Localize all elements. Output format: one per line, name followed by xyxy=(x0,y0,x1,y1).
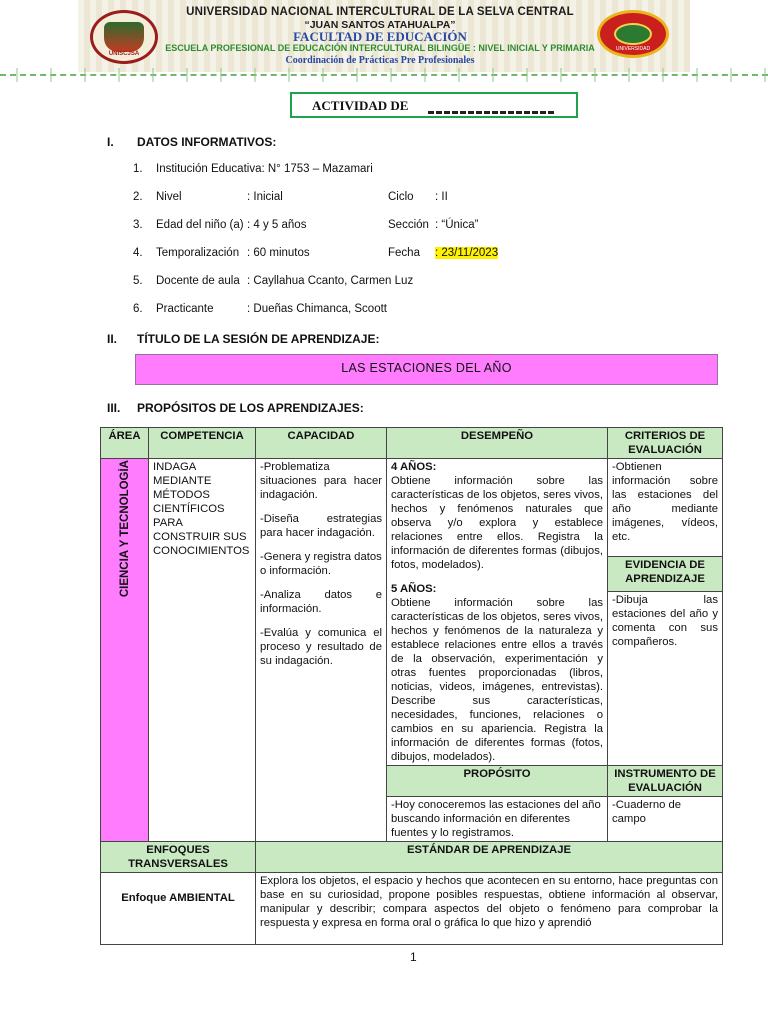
info-number: 2. xyxy=(133,191,143,203)
section-number: III. xyxy=(107,401,121,415)
evidencia-text: -Dibuja las estaciones del año y comenta con sus compañeros. xyxy=(612,594,718,649)
instrumento-cell xyxy=(608,797,723,842)
header-divider xyxy=(0,74,768,76)
university-logo-left xyxy=(90,10,158,64)
enfoque-cell xyxy=(101,873,256,945)
estandar-text: Explora los objetos, el espacio y hechos que acontecen en su entorno, hace preguntas con base en su curiosidad, propone posibles respuestas, obtiene información al observar, manipular y describir; compara aspectos del objeto o fenómeno para comprobar la respuesta y expresa en forma oral o gráfica lo que hizo y aprendió xyxy=(260,875,718,929)
faculty-logo-right xyxy=(597,10,669,58)
desempeno-cell xyxy=(387,459,608,766)
header-criterios: CRITERIOS DE EVALUACIÓN xyxy=(608,428,723,459)
capacidad-2: -Diseña estrategias para hacer indagación. xyxy=(260,513,382,539)
capacidad-5: -Evalúa y comunica el proceso y resultado de su indagación. xyxy=(260,627,382,667)
proposito-cell xyxy=(387,797,608,842)
desempeno-5-text: Obtiene información sobre las características de los objetos, seres vivos, hechos y fenómenos de la naturaleza y establece relaciones entre ellos a través de la observación, experimentación y otras fuentes proporcionadas (libros, noticias, videos, imágenes, entrevistas). Describe sus características, necesidades, funciones, relaciones o cambios en su apariencia. Registra la información de diferentes formas (fotos, dibujos, modelados). xyxy=(391,597,603,763)
logo-left-label: UNISCJSA xyxy=(108,51,140,57)
info-label-2: Fecha xyxy=(388,247,420,259)
competencia-cell xyxy=(149,459,256,842)
area-label: CIENCIA Y TECNOLOGÍA xyxy=(118,460,131,598)
info-label: Nivel xyxy=(156,191,182,203)
header-desempeno: DESEMPEÑO xyxy=(387,428,608,459)
faculty-title: FACULTAD DE EDUCACIÓN xyxy=(293,29,467,44)
header-competencia: COMPETENCIA xyxy=(149,428,256,459)
enfoque-text: Enfoque AMBIENTAL xyxy=(121,892,235,904)
info-value: : Cayllahua Ccanto, Carmen Luz xyxy=(247,275,414,287)
activity-title-box xyxy=(290,92,578,118)
info-label: Institución Educativa: N° 1753 – Mazamari xyxy=(156,163,373,175)
info-number: 1. xyxy=(133,163,143,175)
info-number: 4. xyxy=(133,247,143,259)
page-number: 1 xyxy=(410,950,417,964)
instrumento-text: -Cuaderno de campo xyxy=(612,799,682,825)
activity-title: ACTIVIDAD DE xyxy=(312,98,409,113)
info-label-2: Sección xyxy=(388,219,429,231)
capacidad-3: -Genera y registra datos o información. xyxy=(260,551,382,577)
activity-title-redacted xyxy=(428,111,554,114)
capacidad-1: -Problematiza situaciones para hacer indagación. xyxy=(260,461,382,501)
header-instrumento: INSTRUMENTO DE EVALUACIÓN xyxy=(608,766,723,797)
learning-purposes-table xyxy=(100,427,723,945)
info-label: Practicante xyxy=(156,303,214,315)
info-value-2: : “Única” xyxy=(435,219,479,231)
session-title-box xyxy=(135,354,718,385)
info-number: 3. xyxy=(133,219,143,231)
school-title: ESCUELA PROFESIONAL DE EDUCACIÓN INTERCULTURAL BILINGÜE : NIVEL INICIAL Y PRIMARIA xyxy=(165,43,595,53)
section-number: II. xyxy=(107,332,118,346)
header-estandar: ESTÁNDAR DE APRENDIZAJE xyxy=(256,842,723,873)
info-number: 6. xyxy=(133,303,143,315)
header-enfoques: ENFOQUES TRANSVERSALES xyxy=(101,842,256,873)
capacidad-4: -Analiza datos e información. xyxy=(260,589,382,615)
info-label: Docente de aula xyxy=(156,275,240,287)
info-number: 5. xyxy=(133,275,143,287)
coordination-title: Coordinación de Prácticas Pre Profesionales xyxy=(285,55,475,66)
header-evidencia: EVIDENCIA DE APRENDIZAJE xyxy=(608,557,723,592)
info-value: : 4 y 5 años xyxy=(247,219,307,231)
desempeno-4-label: 4 AÑOS: xyxy=(391,461,437,473)
document-header xyxy=(0,0,768,80)
info-label: Edad del niño (a) xyxy=(156,219,244,231)
session-title: LAS ESTACIONES DEL AÑO xyxy=(341,361,512,375)
header-area: ÁREA xyxy=(101,428,149,459)
info-value: : 60 minutos xyxy=(247,247,310,259)
university-title: UNIVERSIDAD NACIONAL INTERCULTURAL DE LA SELVA CENTRAL xyxy=(186,6,574,18)
info-value-2: : II xyxy=(435,191,448,203)
book-icon xyxy=(614,23,652,45)
header-proposito: PROPÓSITO xyxy=(387,766,608,797)
section-title: PROPÓSITOS DE LOS APRENDIZAJES: xyxy=(137,401,364,415)
desempeno-5-label: 5 AÑOS: xyxy=(391,583,437,595)
capacidad-cell xyxy=(256,459,387,842)
desempeno-4-text: Obtiene información sobre las características de los objetos, seres vivos, hechos y fenómenos naturales que observa y/o explora y establece relaciones entre ellos. Registra la información de diferentes formas (dibujos, fotos, modelados). xyxy=(391,475,603,571)
university-name: “JUAN SANTOS ATAHUALPA” xyxy=(304,19,456,31)
info-label-2: Ciclo xyxy=(388,191,414,203)
date-value: : 23/11/2023 xyxy=(435,247,499,259)
criterios-text: -Obtienen información sobre las estaciones del año mediante imágenes, vídeos, etc. xyxy=(612,461,718,543)
section-title: TÍTULO DE LA SESIÓN DE APRENDIZAJE: xyxy=(137,332,380,346)
section-title: DATOS INFORMATIVOS: xyxy=(137,135,277,149)
info-value: : Inicial xyxy=(247,191,283,203)
estandar-cell xyxy=(256,873,723,945)
evidencia-cell xyxy=(608,592,723,766)
proposito-text: -Hoy conoceremos las estaciones del año buscando información en diferentes fuentes y lo registramos. xyxy=(391,799,601,839)
competencia-text: INDAGA MEDIANTE MÉTODOS CIENTÍFICOS PARA CONSTRUIR SUS CONOCIMIENTOS xyxy=(153,461,250,557)
header-capacidad: CAPACIDAD xyxy=(256,428,387,459)
area-cell xyxy=(101,459,149,842)
logo-right-label: UNIVERSIDAD xyxy=(615,46,651,52)
shield-icon xyxy=(104,22,144,52)
criterios-cell xyxy=(608,459,723,557)
info-label: Temporalización xyxy=(156,247,240,259)
info-value: : Dueñas Chimanca, Scoott xyxy=(247,303,387,315)
section-number: I. xyxy=(107,135,114,149)
